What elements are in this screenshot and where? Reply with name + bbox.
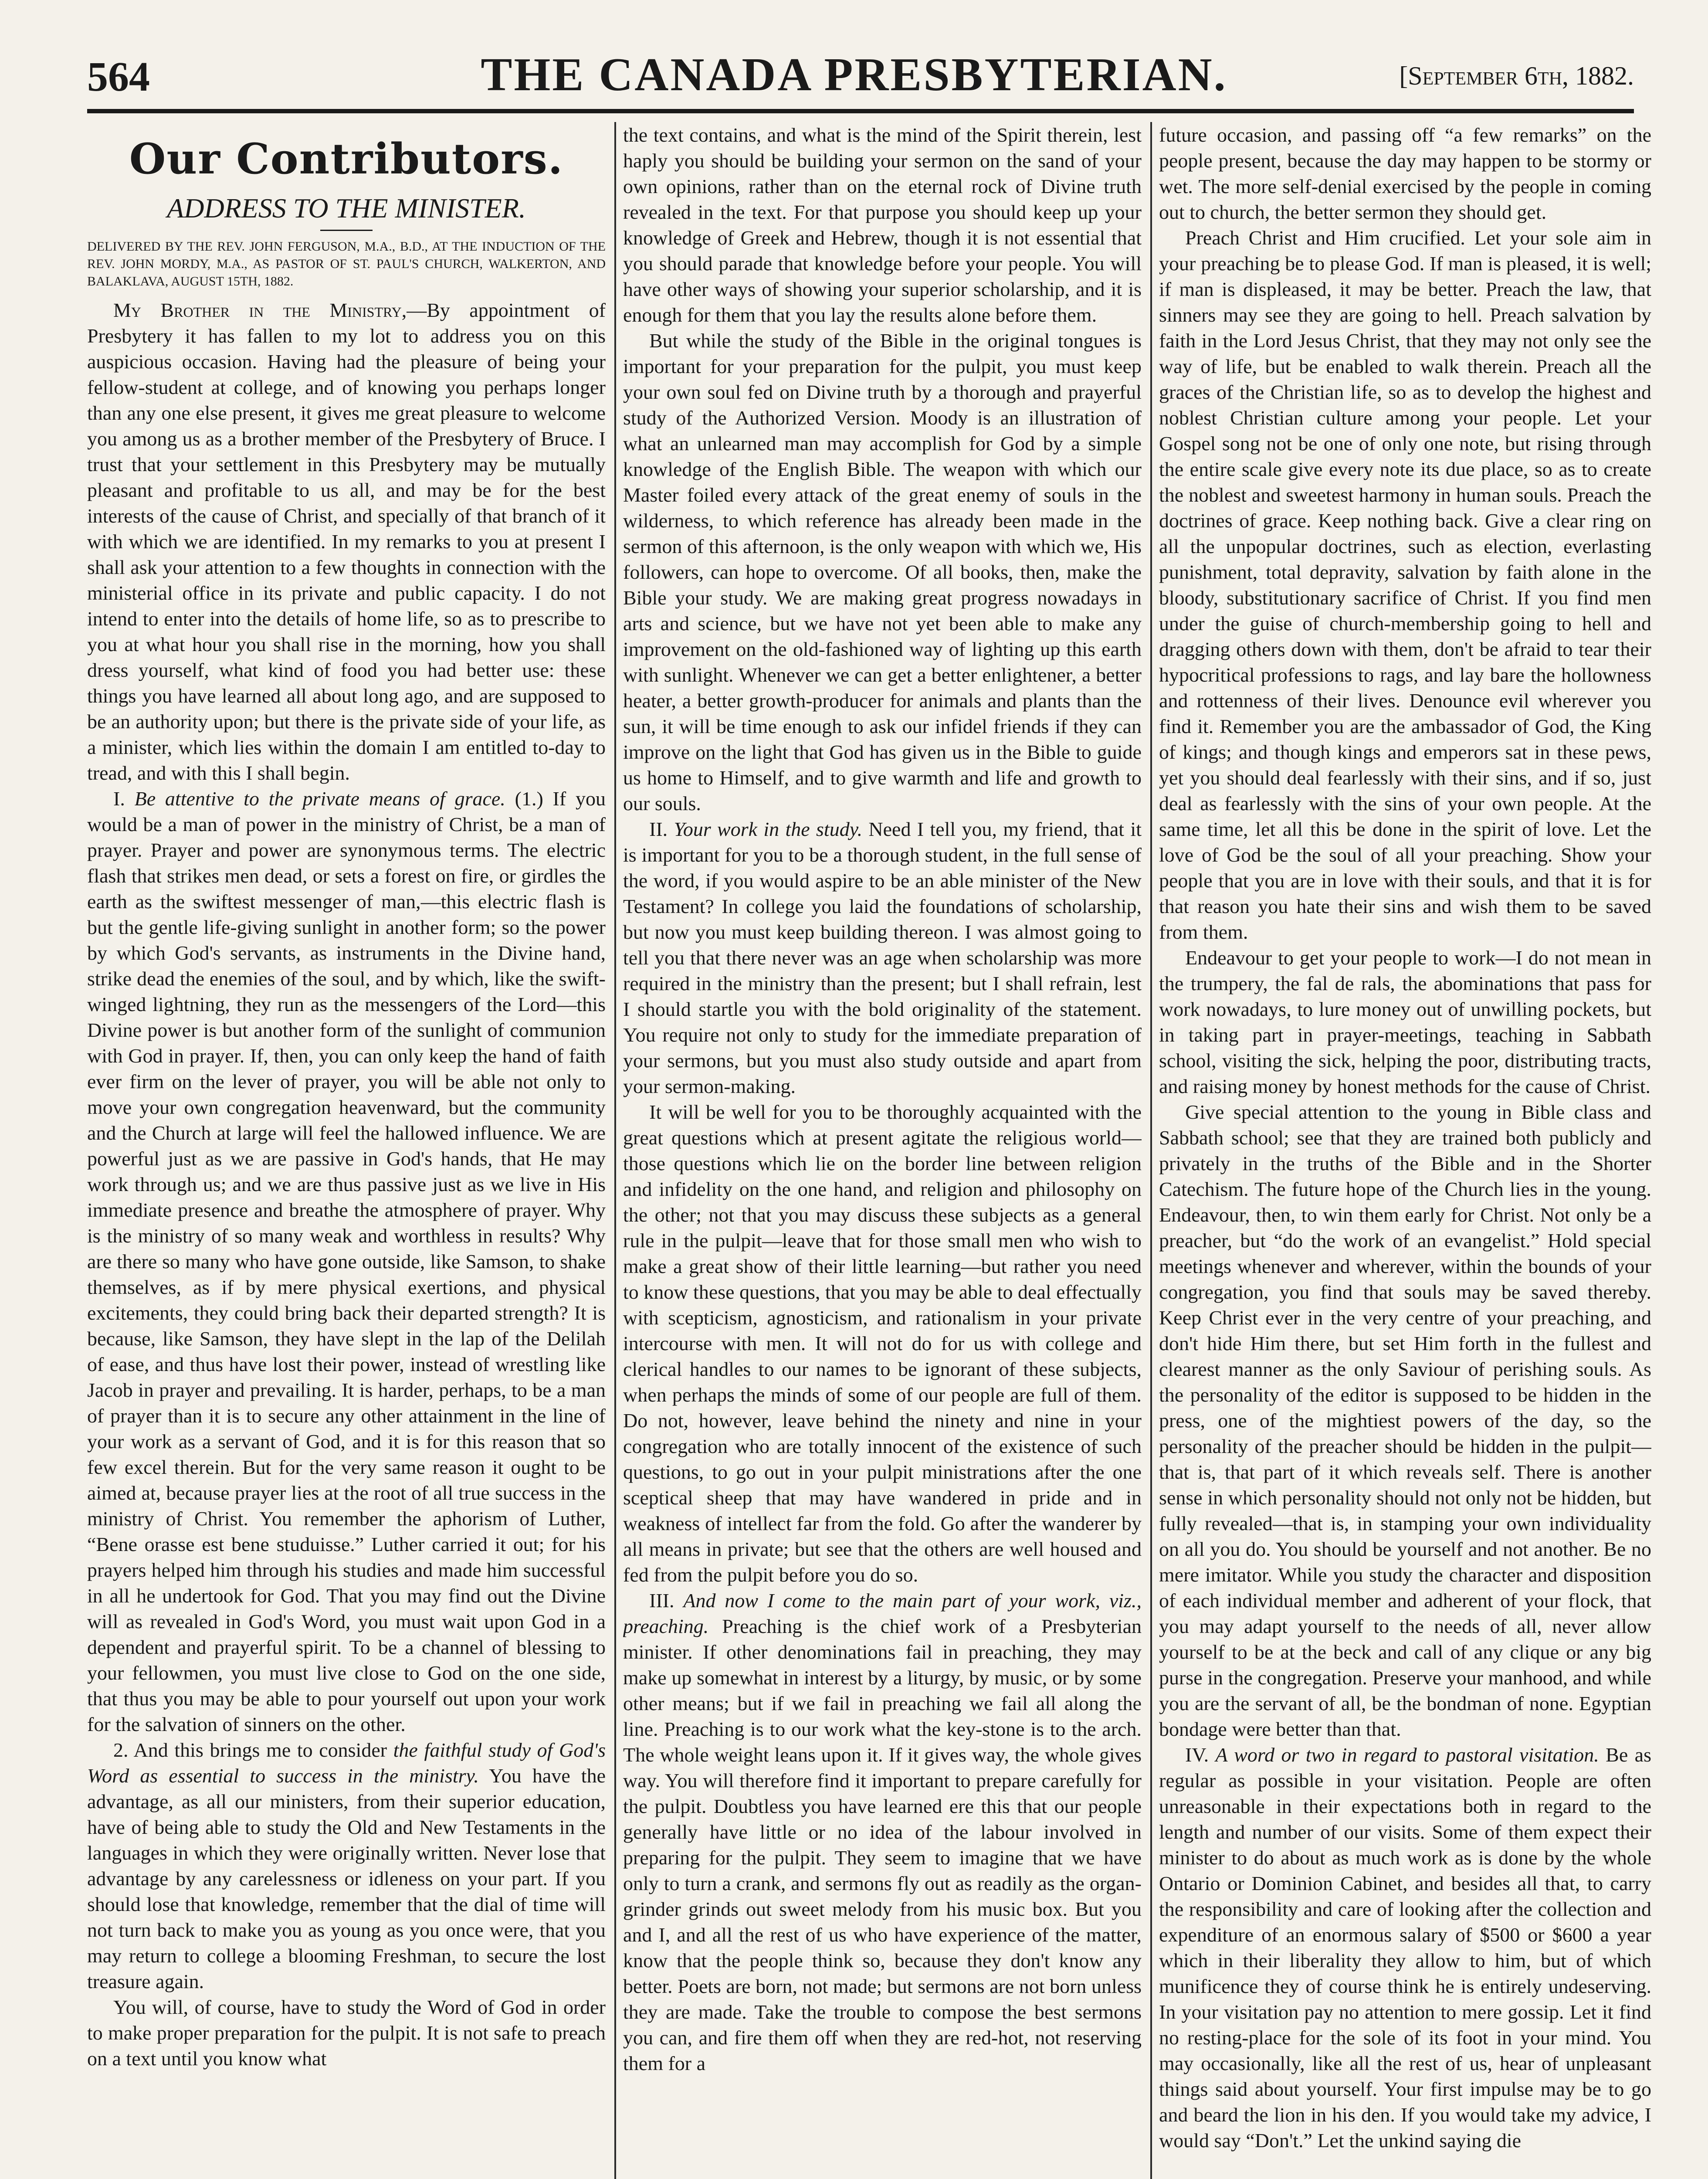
column-1-text — [87, 297, 606, 2071]
paragraph-text: —By appointment of Presbytery it has fallen to my lot to address you on this auspicious occasion. Having had the pleasure of being your fellow-student at college, and of knowing you perhaps longer than any one else present, it gives me great pleasure to welcome you among us as a brother member of the Presbytery of Bruce. I trust that your settlement in this Presbytery may be mutually pleasant and profitable to us all, and may be for the best interests of the cause of Christ, and specially of that branch of it with which we are identified. In my remarks to you at present I shall ask your attention to a few thoughts in connection with the ministerial office in its private and public capacity. I do not intend to enter into the details of home life, so as to prescribe to you at what hour you shall rise in the morning, how you shall dress yourself, what kind of food you had better use: these things you have learned all about long ago, and are supposed to be an authority upon; but there is the private side of your life, as a minister, which lies within the domain I am entitled to-day to tread, and with this I shall begin. — [87, 299, 606, 784]
paragraph — [1159, 122, 1651, 225]
paragraph — [1159, 1099, 1651, 1742]
heading-number: IV. — [1185, 1744, 1216, 1766]
column-divider — [1150, 122, 1152, 2179]
paragraph — [1159, 945, 1651, 1099]
article-byline: DELIVERED BY THE REV. JOHN FERGUSON, M.A., B.D., AT THE INDUCTION OF THE REV. JOHN MORDY, M.A., AS PASTOR OF ST. PAUL'S CHURCH, WALKERTON, AND BALAKLAVA, AUGUST 15TH, 1882. — [87, 239, 606, 288]
column-3 — [1159, 122, 1651, 2179]
header-rule — [87, 109, 1634, 113]
title-rule — [320, 230, 373, 231]
paragraph — [1159, 1742, 1651, 2153]
paragraph — [1159, 225, 1651, 945]
page-header — [0, 0, 1708, 113]
section-heading: Our Contributors. — [129, 134, 564, 183]
paragraph-text: You have the advantage, as all our ministers, from their superior education, have of being able to study the Old and New Testaments in the languages in which they were originally written. Never lose that advantage by any carelessness or idleness on your part. If you should lose that knowledge, remember that the dial of time will not turn back to make you as young as you once were, that you may return to college a blooming Freshman, to secure the lost treasure again. — [87, 1765, 606, 1992]
column-2-text — [623, 122, 1142, 2076]
heading-number: III. — [649, 1589, 684, 1612]
paragraph-text: Need I tell you, my friend, that it is important for you to be a thorough student, in the full sense of the word, if you would aspire to be an able minister of the New Testament? In college you laid the foundations of scholarship, but now you must keep building thereon. I was almost going to tell you that there never was an age when scholarship was more required in the ministry than the present; but I shall refrain, lest I should startle you with the bold originality of the statement. You require not only to study for the immediate preparation of your sermons, but you must also study outside and apart from your sermon-making. — [623, 818, 1142, 1097]
paragraph — [623, 328, 1142, 816]
paragraph — [87, 1737, 606, 1994]
salutation: My Brother in the Ministry, — [113, 299, 407, 321]
paragraph-text: It will be well for you to be thoroughly acquainted with the great questions which at present agitate the religious world—those questions which lie on the border line between religion and infidelity on the one hand, and religion and philosophy on the other; not that you may discuss these subjects as a general rule in the pulpit—leave that for those small men who wish to make a great show of their little learning—but rather you need to know these questions, that you may be able to deal effectually with scepticism, agnosticism, and rationalism in your private intercourse with men. It will not do for us with college and clerical handles to our names to be ignorant of these subjects, when perhaps the minds of some of our people are full of them. Do not, however, leave behind the ninety and nine in your congregation who are totally innocent of the existence of such questions, to go out in your pulpit ministrations after the one sceptical sheep that may have wandered in pride and in weakness of intellect far from the fold. Go after the wanderer by all means in private; but see that the others are well housed and fed from the pulpit before you do so. — [623, 1101, 1142, 1586]
section-subheading: Your work in the study. — [674, 818, 863, 840]
paragraph — [623, 816, 1142, 1099]
issue-date: [September 6th, 1882. — [1399, 61, 1634, 90]
paragraph-text: Preaching is the chief work of a Presbyterian minister. If other denominations fail in preaching, they may make up somewhat in interest by a liturgy, by music, or by some other means; but if we fail in preaching we fail all along the line. Preaching is to our work what the key-stone is to the arch. The whole weight leans upon it. If it gives way, the whole gives way. You will therefore find it important to prepare carefully for the pulpit. Doubtless you have learned ere this that our people generally have little or no idea of the labour involved in preparing for the pulpit. They seem to imagine that we have only to turn a crank, and sermons fly out as readily as the organ-grinder grinds out sweet melody from his music box. But you and I, and all the rest of us who have experience of the matter, know that the people think so, because they don't know any better. Poets are born, not made; but sermons are not born unless they are made. Take the trouble to compose the best sermons you can, and fire them off when they are red-hot, not reserving them for a — [623, 1615, 1142, 2074]
newspaper-title: THE CANADA PRESBYTERIAN. — [481, 49, 1227, 101]
column-1 — [87, 122, 606, 2179]
paragraph-text: Endeavour to get your people to work—I do not mean in the trumpery, the fal de rals, the abominations that pass for work nowadays, to lure money out of unwilling pockets, but in taking part in prayer-meetings, teaching in Sabbath school, visiting the sick, helping the poor, distributing tracts, and raising money by honest methods for the cause of Christ. — [1159, 947, 1651, 1097]
article-title: ADDRESS TO THE MINISTER. — [167, 193, 526, 224]
heading-number: II. — [649, 818, 674, 840]
page-number: 564 — [87, 53, 150, 100]
paragraph — [623, 122, 1142, 328]
section-subheading: A word or two in regard to pastoral visitation. — [1215, 1744, 1599, 1766]
paragraph — [623, 1099, 1142, 1588]
paragraph — [87, 786, 606, 1737]
paragraph — [87, 1994, 606, 2071]
section-subheading: Be attentive to the private means of grace. — [134, 787, 505, 810]
paragraph-text: You will, of course, have to study the Word of God in order to make proper preparation for the pulpit. It is not safe to preach on a text until you know what — [87, 1996, 606, 2070]
paragraph — [623, 1588, 1142, 2076]
paragraph-text: Give special attention to the young in Bible class and Sabbath school; see that they are trained both publicly and privately in the truths of the Bible and in the Shorter Catechism. The future hope of the Church lies in the young. Endeavour, then, to win them early for Christ. Not only be a preacher, but “do the work of an evangelist.” Hold special meetings whenever and wherever, within the bounds of your congregation, you find that souls may be saved thereby. Keep Christ ever in the very centre of your preaching, and don't hide Him there, but set Him forth in the fullest and clearest manner as the only Saviour of perishing souls. As the personality of the editor is supposed to be hidden in the press, one of the mightiest powers of the day, so the personality of the preacher should be hidden in the pulpit—that is, that part of it which reveals self. There is another sense in which personality should not only not be hidden, but fully revealed—that is, in stamping your own individuality on all you do. You should be yourself and not another. Be no mere imitator. While you study the character and disposition of each individual member and adherent of your flock, that you may adapt yourself to the needs of all, never allow yourself to be at the beck and call of any clique or any big purse in the congregation. Preserve your manhood, and while you are the servant of all, be the bondman of none. Egyptian bondage were better than that. — [1159, 1101, 1651, 1740]
heading-number: 2. And this brings me to consider — [113, 1739, 393, 1761]
paragraph-text: Preach Christ and Him crucified. Let your sole aim in your preaching be to please God. If man is pleased, it is well; if man is displeased, it may be better. Preach the law, that sinners may see they are going to hell. Preach salvation by faith in the Lord Jesus Christ, that they may not only see the way of life, but be enabled to walk therein. Preach all the graces of the Christian life, so as to develop the highest and noblest Christian culture among your people. Let your Gospel song not be one of only one note, but rising through the entire scale give every note its due place, so as to create the noblest and sweetest harmony in human souls. Preach the doctrines of grace. Keep nothing back. Give a clear ring on all the unpopular doctrines, such as election, everlasting punishment, total depravity, salvation by faith alone in the bloody, substitutionary sacrifice of Christ. If you find men under the guise of church-membership going to hell and dragging others down with them, don't be afraid to tear their hypocritical professions to rags, and lay bare the hollowness and rottenness of their lives. Denounce evil wherever you find it. Remember you are the ambassador of God, the King of kings; and though kings and emperors sat in these pews, yet you should deal fearlessly with their sins, and if so, just deal as fearlessly with the sins of your own people. At the same time, let all this be done in the spirit of love. Let the love of God be the soul of all your preaching. Show your people that you are in love with their souls, and that it is for that reason you hate their sins and wish them to be saved from them. — [1159, 227, 1651, 943]
section-subheading: And now I come to the main part of your work, viz., preaching. — [623, 1589, 1142, 1637]
paragraph-text: (1.) If you would be a man of power in the ministry of Christ, be a man of prayer. Prayer and power are synonymous terms. The electric flash that strikes men dead, or sets a forest on fire, or girdles the earth as the swiftest messenger of man,—this electric flash is but the gentle life-giving sunlight in another form; so the power by which God's servants, as instruments in the Divine hand, strike dead the enemies of the soul, and by which, like the swift-winged lightning, they run as the messengers of the Lord—this Divine power is but another form of the sunlight of communion with God in prayer. If, then, you can only keep the hand of faith ever firm on the lever of prayer, you will be able not only to move your own congregation heavenward, but the community and the Church at large will feel the hallowed influence. We are powerful just as we are passive in God's hands, that He may work through us; and we are thus passive just as we live in His immediate presence and breathe the atmosphere of prayer. Why is the ministry of so many weak and worthless in results? Why are there so many who have gone outside, like Samson, to shake themselves, as if by mere physical exertions, and physical excitements, they could bring back their departed strength? It is because, like Samson, they have slept in the lap of the Delilah of ease, and thus have lost their power, instead of wrestling like Jacob in prayer and prevailing. It is harder, perhaps, to be a man of prayer than it is to secure any other attainment in the line of your work as a servant of God, and it is for this reason that so few excel therein. But for the very same reason it ought to be aimed at, because prayer lies at the root of all true success in the ministry of Christ. You remember the aphorism of Luther, “Bene orasse est bene studuisse.” Luther carried it out; for his prayers helped him through his studies and made him successful in all he undertook for God. That you may find out the Divine will as revealed in God's Word, you must wait upon God in a dependent and prayerful spirit. To be a channel of blessing to your fellowmen, you must live close to God on the one side, that thus you may be able to pour yourself out upon your work for the salvation of sinners on the other. — [87, 787, 606, 1735]
paragraph — [87, 297, 606, 786]
section-subheading: the faithful study of God's Word as essential to success in the ministry. — [87, 1739, 606, 1787]
heading-number: I. — [113, 787, 135, 810]
column-divider — [614, 122, 616, 2179]
column-3-text — [1159, 122, 1651, 2153]
column-2 — [623, 122, 1142, 2179]
paragraph-text: the text contains, and what is the mind of the Spirit therein, lest haply you should be building your sermon on the sand of your own opinions, rather than on the eternal rock of Divine truth revealed in the text. For that purpose you should keep up your knowledge of Greek and Hebrew, though it is not essential that you should parade that knowledge before your people. You will have other ways of showing your superior scholarship, and it is enough for them that you lay the results alone before them. — [623, 124, 1142, 326]
paragraph-text: Be as regular as possible in your visitation. People are often unreasonable in their expectations both in regard to the length and number of our visits. Some of them expect their minister to do about as much work as is done by the whole Ontario or Dominion Cabinet, and besides all that, to carry the responsibility and care of looking after the collection and expenditure of an enormous salary of $500 or $600 a year which in their liberality they allow to him, but of which munificence they of course think he is entirely undeserving. In your visitation pay no attention to mere gossip. Let it find no resting-place for the sole of its foot in your mind. You may occasionally, like all the rest of us, hear of unpleasant things said about yourself. Your first impulse may be to go and beard the lion in his den. If you would take my advice, I would say “Don't.” Let the unkind saying die — [1159, 1744, 1651, 2152]
paragraph-text: future occasion, and passing off “a few remarks” on the people present, because the day may happen to be stormy or wet. The more self-denial exercised by the people in coming out to church, the better sermon they should get. — [1159, 124, 1651, 223]
paragraph-text: But while the study of the Bible in the original tongues is important for your preparation for the pulpit, you must keep your own soul fed on Divine truth by a thorough and prayerful study of the Authorized Version. Moody is an illustration of what an unlearned man may accomplish for God by a simple knowledge of the English Bible. The weapon with which our Master foiled every attack of the great enemy of souls in the wilderness, to which reference has already been made in the sermon of this afternoon, is the only weapon with which we, His followers, can hope to overcome. Of all books, then, make the Bible your study. We are making great progress nowadays in arts and science, but we have not yet been able to make any improvement on the old-fashioned way of lighting up this earth with sunlight. Whenever we can get a better enlightener, a better heater, a better growth-producer for animals and plants than the sun, it will be time enough to ask our infidel friends if they can improve on the light that God has given us in the Bible to guide us home to Himself, and to give warmth and life and growth to our souls. — [623, 329, 1142, 815]
